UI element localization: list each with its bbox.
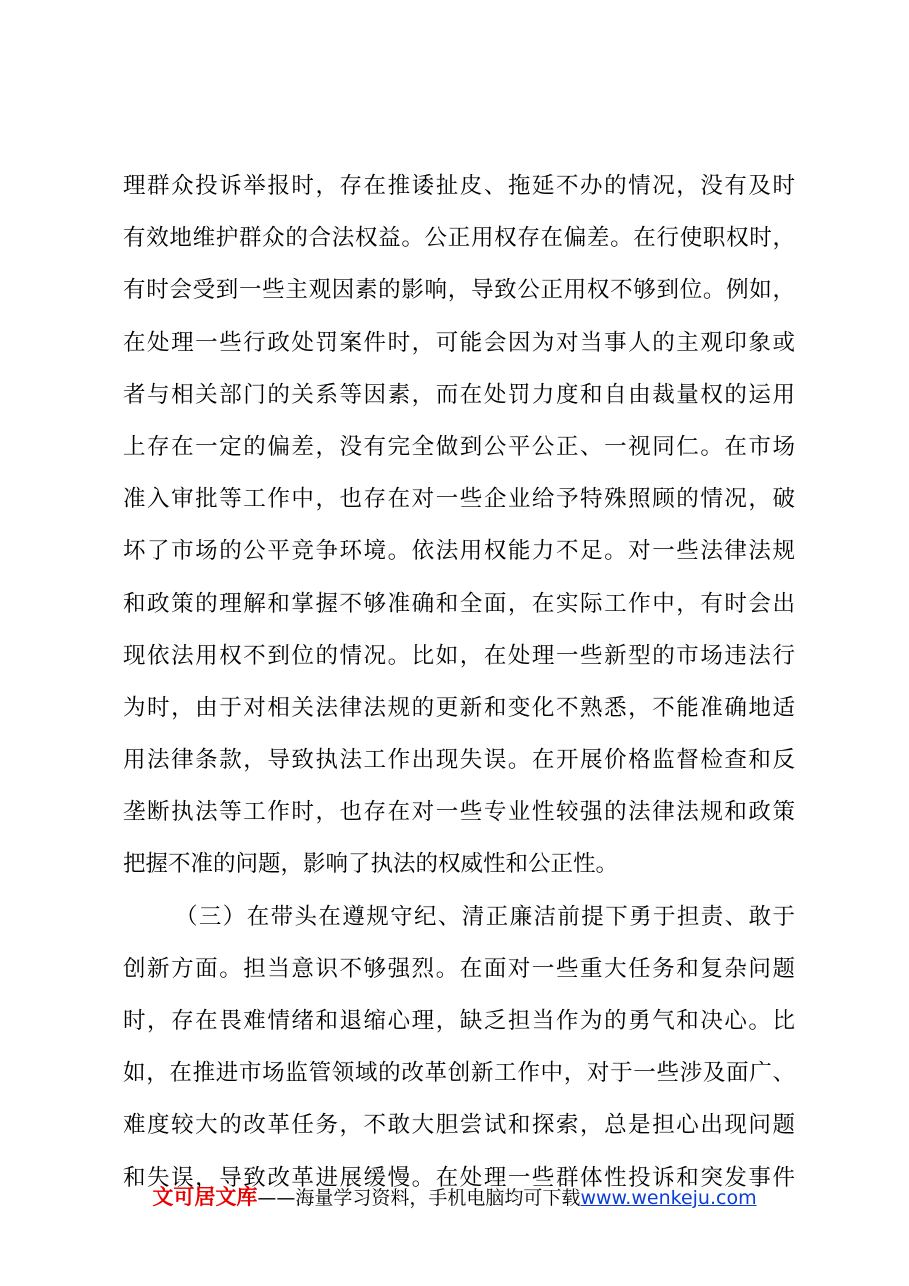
text-line: 有效地维护群众的合法权益。公正用权存在偏差。在行使职权时，: [123, 225, 795, 252]
text-line: 理群众投诉举报时，存在推诿扯皮、拖延不办的情况，没有及时: [123, 173, 795, 199]
text-line: 者与相关部门的关系等因素，而在处罚力度和自由裁量权的运用: [123, 381, 795, 408]
text-line: 和政策的理解和掌握不够准确和全面，在实际工作中，有时会出: [123, 590, 795, 617]
text-line: 为时，由于对相关法律法规的更新和变化不熟悉，不能准确地适: [123, 694, 795, 721]
text-line: 在处理一些行政处罚案件时，可能会因为对当事人的主观印象或: [123, 329, 795, 356]
text-line: 现依法用权不到位的情况。比如，在处理一些新型的市场违法行: [123, 642, 795, 669]
text-line: 上存在一定的偏差，没有完全做到公平公正、一视同仁。在市场: [123, 433, 795, 460]
text-line: 和失误，导致改革进展缓慢。在处理一些群体性投诉和突发事件: [123, 1164, 795, 1191]
text-line: 用法律条款，导致执法工作出现失误。在开展价格监督检查和反: [123, 747, 795, 774]
text-line: 准入审批等工作中，也存在对一些企业给予特殊照顾的情况，破: [123, 486, 795, 513]
text-line: 有时会受到一些主观因素的影响，导致公正用权不够到位。例如，: [123, 277, 795, 304]
text-line: 如，在推进市场监管领域的改革创新工作中，对于一些涉及面广、: [123, 1060, 795, 1087]
text-line: 坏了市场的公平竞争环境。依法用权能力不足。对一些法律法规: [123, 538, 795, 565]
text-line: 创新方面。担当意识不够强烈。在面对一些重大任务和复杂问题: [123, 955, 795, 982]
text-line: 垄断执法等工作时，也存在对一些专业性较强的法律法规和政策: [123, 799, 795, 826]
text-line: 把握不准的问题，影响了执法的权威性和公正性。: [123, 851, 619, 878]
section-heading-line: （三）在带头在遵规守纪、清正廉洁前提下勇于担责、敢于: [175, 903, 795, 930]
footer-banner: [0, 1177, 909, 1218]
text-line: 时，存在畏难情绪和退缩心理，缺乏担当作为的勇气和决心。比: [123, 1008, 795, 1034]
footer-brand: 文可居文库: [152, 1185, 258, 1209]
text-line: 难度较大的改革任务，不敢大胆尝试和探索，总是担心出现问题: [123, 1112, 795, 1139]
document-body: [123, 160, 795, 1204]
footer-tagline: ——海量学习资料，手机电脑均可下载: [257, 1187, 581, 1209]
footer-link[interactable]: www.wenkeju.com: [580, 1187, 757, 1209]
